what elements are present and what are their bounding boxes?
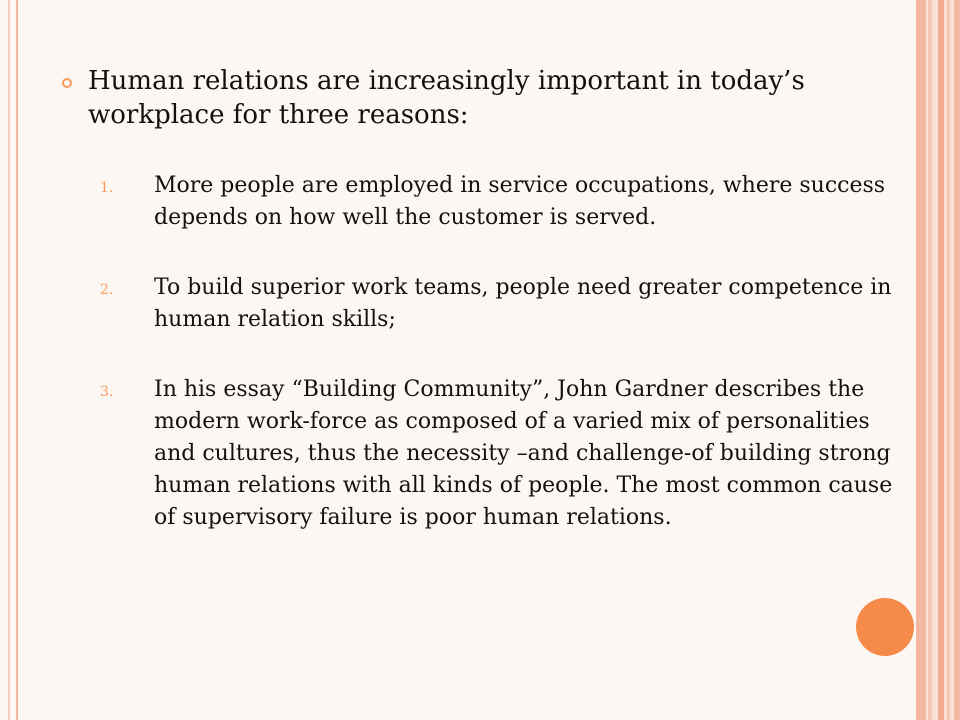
hollow-circle-bullet-icon [62, 78, 72, 88]
list-item [62, 374, 912, 534]
list-number: 3. [100, 384, 114, 400]
stripe [947, 0, 950, 720]
list-item-text: In his essay “Building Community”, John Gardner describes the modern work-force as composed of a varied mix of personalities and cultures, thus the necessity –and challenge-of building strong human relations with all kinds of people. The most common cause of supervisory failure is poor human relations. [154, 377, 893, 530]
orange-circle-decoration [856, 598, 914, 656]
list-item-text: More people are employed in service occupations, where success depends on how well the customer is served. [154, 173, 886, 230]
list-number: 2. [100, 282, 114, 298]
numbered-list [62, 170, 912, 534]
list-item [62, 170, 912, 234]
stripe [954, 0, 960, 720]
list-item [62, 272, 912, 336]
heading-text: Human relations are increasingly important in today’s workplace for three reasons: [88, 66, 805, 130]
stripe [938, 0, 944, 720]
left-border-line [8, 0, 10, 720]
left-border-decoration [0, 0, 18, 720]
list-number: 1. [100, 180, 114, 196]
list-item-text: To build superior work teams, people need greater competence in human relation skills; [154, 275, 892, 332]
stripe [928, 0, 932, 720]
stripe [916, 0, 926, 720]
right-stripe-decoration [916, 0, 960, 720]
slide-content [62, 64, 912, 572]
bullet-heading [62, 64, 912, 132]
